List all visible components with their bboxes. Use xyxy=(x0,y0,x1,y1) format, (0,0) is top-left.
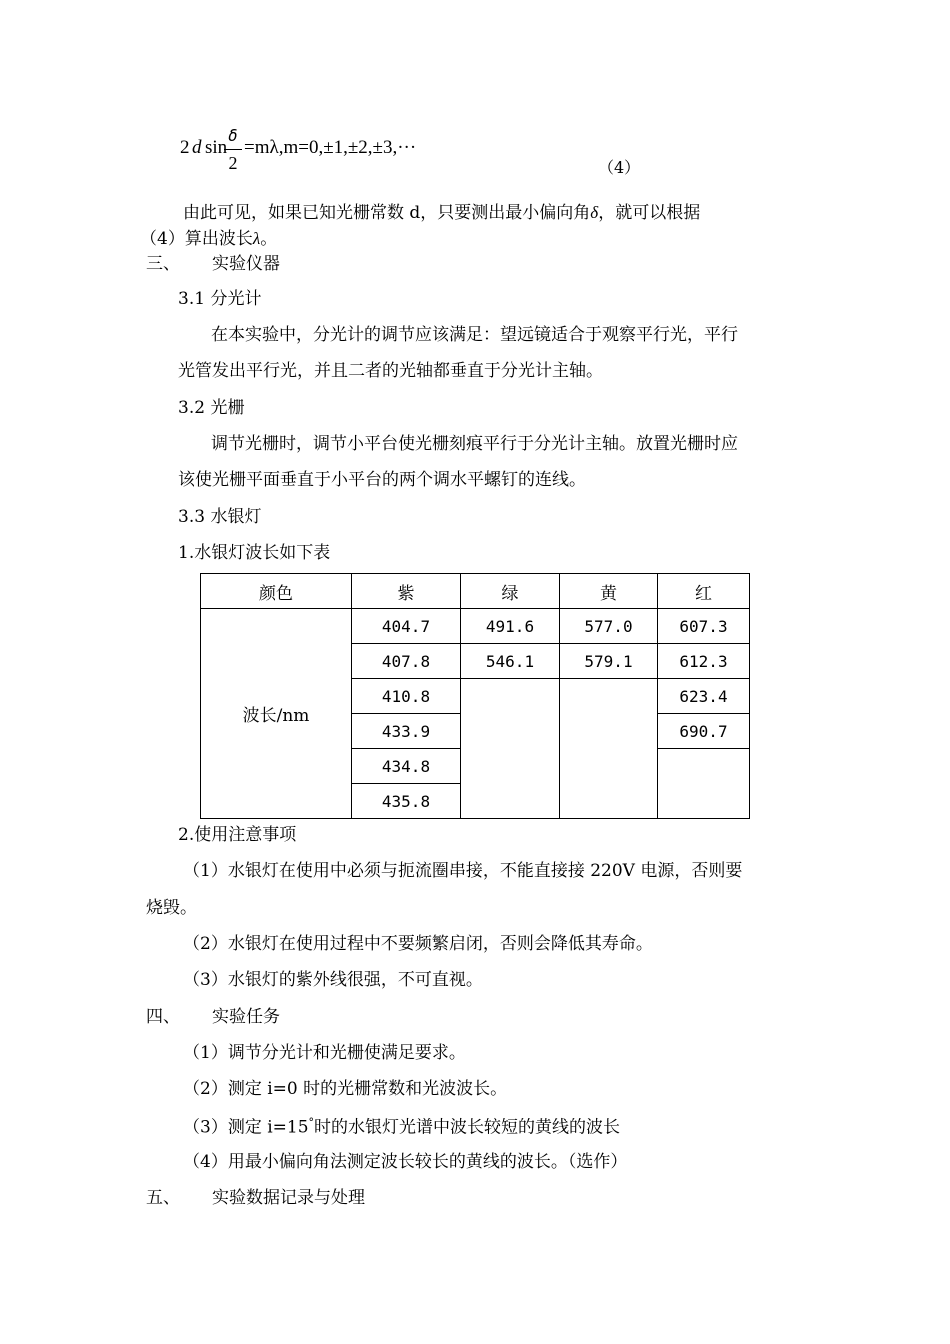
section-3-title: 实验仪器 xyxy=(212,254,280,274)
header-green: 绿 xyxy=(461,574,560,609)
equation-number: （4） xyxy=(598,158,641,177)
section-5-title: 实验数据记录与处理 xyxy=(212,1188,365,1208)
note-3: （3）水银灯的紫外线很强，不可直视。 xyxy=(183,970,483,990)
task-3-post: 时的水银灯光谱中波长较短的黄线的波长 xyxy=(314,1117,621,1138)
lambda-symbol: λ xyxy=(252,229,261,248)
formula-var-d: d xyxy=(192,137,202,158)
table-row xyxy=(201,609,750,644)
section-3-heading xyxy=(146,254,280,274)
note-1-line-1: （1）水银灯在使用中必须与扼流圈串接，不能直接接 220V 电源，否则要 xyxy=(183,861,743,881)
notes-title: 2.使用注意事项 xyxy=(178,825,297,845)
violet-cell: 407.8 xyxy=(352,644,461,679)
violet-cell: 404.7 xyxy=(352,609,461,644)
task-4: （4）用最小偏向角法测定波长较长的黄线的波长。（选作） xyxy=(183,1152,628,1172)
header-red: 红 xyxy=(658,574,750,609)
task-3 xyxy=(183,1117,620,1137)
intro-line-2-end: 。 xyxy=(260,229,278,249)
subsection-3-3-title: 3.3 水银灯 xyxy=(178,507,262,527)
intro-line-2 xyxy=(140,230,277,248)
table-caption: 1.水银灯波长如下表 xyxy=(178,543,331,563)
formula-sin: sin xyxy=(205,137,228,158)
formula-fraction xyxy=(224,124,242,175)
intro-line-1 xyxy=(183,204,700,222)
yellow-empty-cell xyxy=(560,679,658,819)
subsection-3-1-title: 3.1 分光计 xyxy=(178,289,262,309)
violet-cell: 435.8 xyxy=(352,784,461,819)
fraction-numerator: δ xyxy=(228,126,238,145)
row-label-wavelength: 波长/nm xyxy=(201,609,352,819)
formula-rhs: =mλ,m=0,±1,±2,±3,··· xyxy=(244,137,417,158)
intro-line-2-text: （4）算出波长 xyxy=(140,229,253,249)
intro-line-1-end: ，就可以根据 xyxy=(598,203,701,223)
header-color: 颜色 xyxy=(201,574,352,609)
violet-cell: 433.9 xyxy=(352,714,461,749)
header-yellow: 黄 xyxy=(560,574,658,609)
mercury-wavelength-table xyxy=(200,573,750,819)
intro-line-1-text: 由此可见，如果已知光栅常数 d，只要测出最小偏向角 xyxy=(183,203,591,223)
fraction-denominator: 2 xyxy=(228,153,238,173)
section-3-number: 三、 xyxy=(146,254,180,274)
green-cell: 491.6 xyxy=(461,609,560,644)
note-1-line-2: 烧毁。 xyxy=(146,898,197,918)
s32-line-2: 该使光栅平面垂直于小平台的两个调水平螺钉的连线。 xyxy=(178,470,586,490)
header-violet: 紫 xyxy=(352,574,461,609)
section-4-number: 四、 xyxy=(146,1007,180,1027)
violet-cell: 434.8 xyxy=(352,749,461,784)
section-5-number: 五、 xyxy=(146,1188,180,1208)
red-cell: 607.3 xyxy=(658,609,750,644)
section-5-heading xyxy=(146,1188,365,1208)
subsection-3-2-title: 3.2 光栅 xyxy=(178,398,245,418)
formula-coef: 2 xyxy=(180,137,190,158)
red-cell: 612.3 xyxy=(658,644,750,679)
delta-symbol: δ xyxy=(590,203,599,222)
degree-symbol: ° xyxy=(308,1116,315,1129)
section-4-heading xyxy=(146,1007,280,1027)
task-1: （1）调节分光计和光栅使满足要求。 xyxy=(183,1043,466,1063)
s31-line-2: 光管发出平行光，并且二者的光轴都垂直于分光计主轴。 xyxy=(178,361,603,381)
red-empty-cell xyxy=(658,749,750,819)
green-empty-cell xyxy=(461,679,560,819)
red-cell: 623.4 xyxy=(658,679,750,714)
task-3-pre: （3）测定 i=15 xyxy=(183,1117,309,1138)
table-header-row xyxy=(201,574,750,609)
violet-cell: 410.8 xyxy=(352,679,461,714)
red-cell: 690.7 xyxy=(658,714,750,749)
green-cell: 546.1 xyxy=(461,644,560,679)
yellow-cell: 579.1 xyxy=(560,644,658,679)
s31-line-1: 在本实验中，分光计的调节应该满足：望远镜适合于观察平行光，平行 xyxy=(211,325,738,345)
grating-equation xyxy=(180,124,480,180)
s32-line-1: 调节光栅时，调节小平台使光栅刻痕平行于分光计主轴。放置光栅时应 xyxy=(211,434,738,454)
section-4-title: 实验任务 xyxy=(212,1007,280,1027)
yellow-cell: 577.0 xyxy=(560,609,658,644)
note-2: （2）水银灯在使用过程中不要频繁启闭，否则会降低其寿命。 xyxy=(183,934,653,954)
fraction-bar xyxy=(224,149,242,150)
task-2: （2）测定 i=0 时的光栅常数和光波波长。 xyxy=(183,1079,508,1099)
